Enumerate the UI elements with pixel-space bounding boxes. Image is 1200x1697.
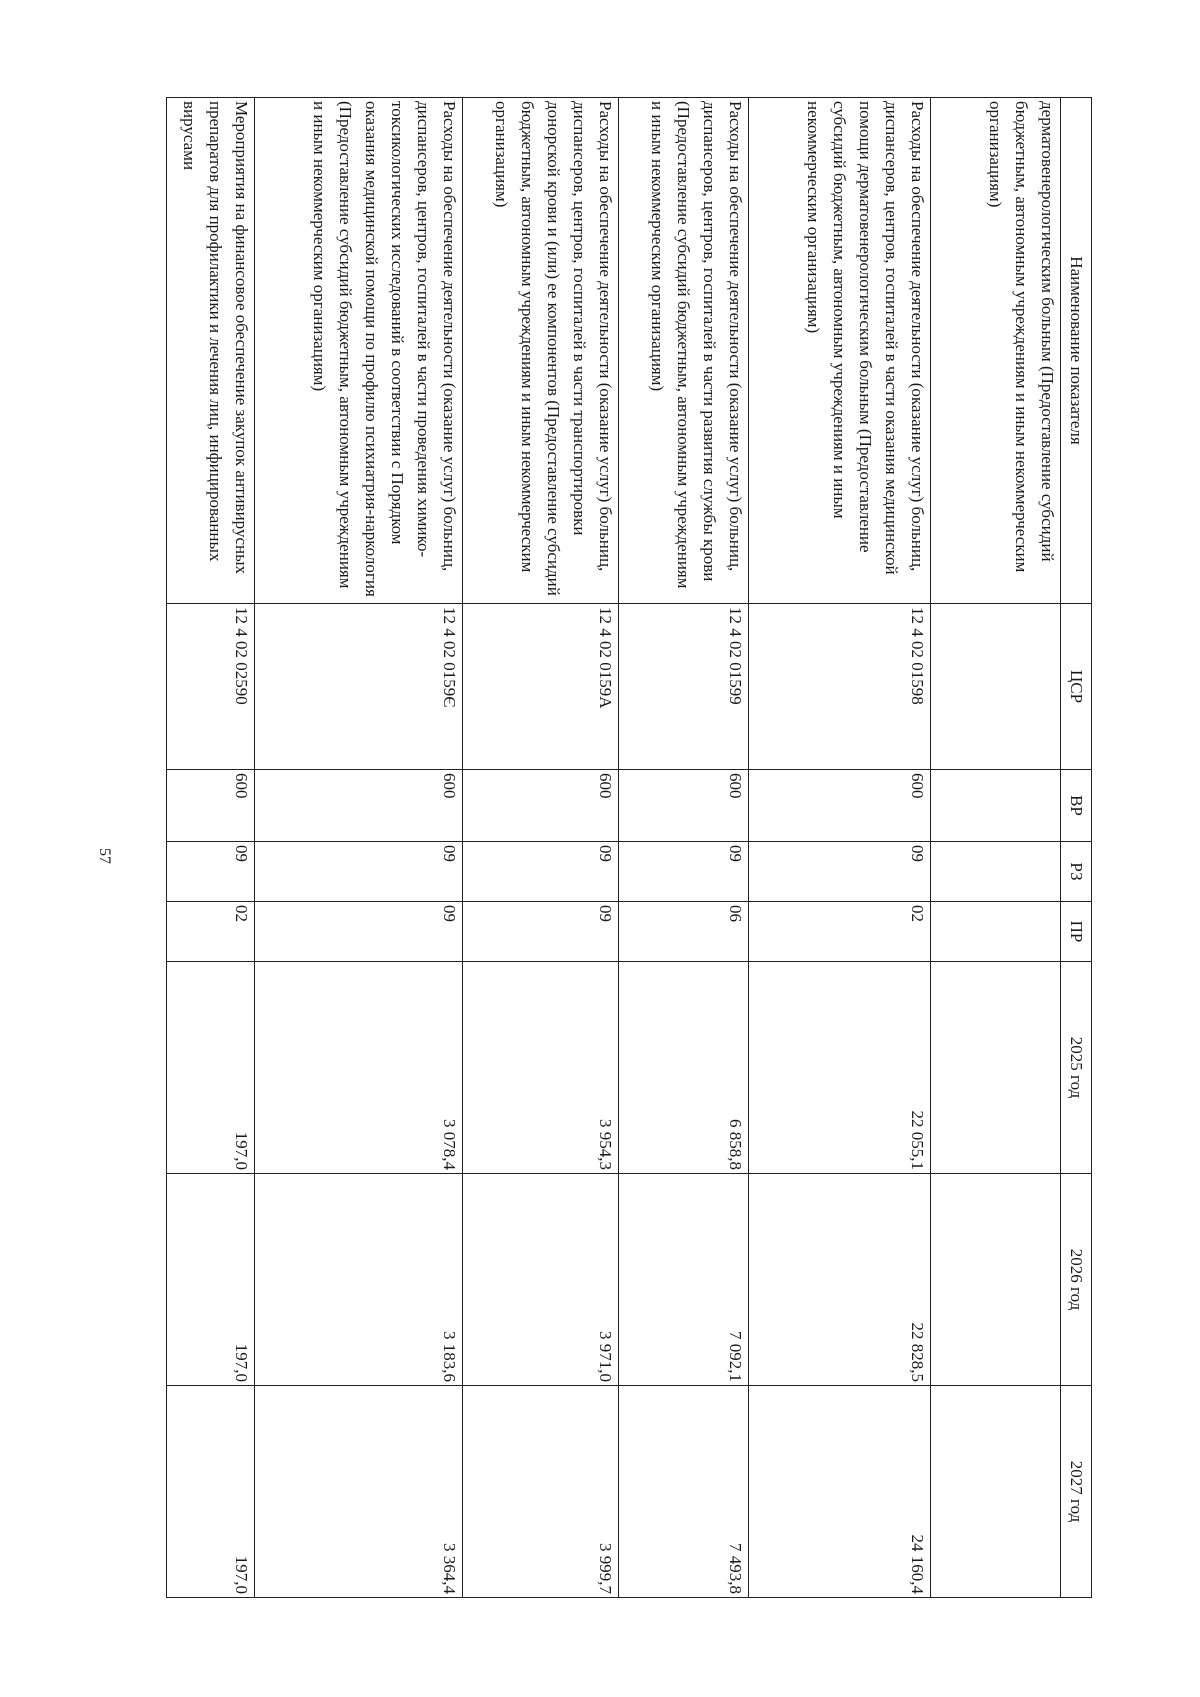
row-name: Расходы на обеспечение деятельности (оказание услуг) больниц, диспансеров, центров, госпиталей в части оказания медицинской помощи дерматовенерологическим больным (Предоставление субсидий бюджетным, автономным учреждениям и иным некоммерческим организациям) (749, 98, 931, 604)
row-csr: 12 4 02 0159А (463, 604, 619, 770)
row-csr: 12 4 02 01598 (749, 604, 931, 770)
table-row (463, 98, 619, 1598)
row-2027: 24 160,4 (749, 1386, 931, 1598)
row-vr: 600 (749, 770, 931, 842)
table-header-row (1061, 98, 1092, 1598)
row-rz (931, 842, 1061, 902)
header-vr: ВР (1061, 770, 1092, 842)
row-rz: 09 (167, 842, 255, 902)
header-csr: ЦСР (1061, 604, 1092, 770)
row-2025: 22 055,1 (749, 962, 931, 1174)
budget-table (166, 97, 1092, 1598)
row-vr: 600 (255, 770, 463, 842)
row-name: Расходы на обеспечение деятельности (оказание услуг) больниц, диспансеров, центров, госпиталей в части развития службы крови (Предоставление субсидий бюджетным, автономным учреждениям и иным некоммерческим организациям) (619, 98, 749, 604)
row-pr: 06 (619, 902, 749, 962)
header-rz: РЗ (1061, 842, 1092, 902)
page-number: 57 (96, 848, 113, 864)
row-csr (931, 604, 1061, 770)
row-rz: 09 (619, 842, 749, 902)
table-row (619, 98, 749, 1598)
row-2027: 3 999,7 (463, 1386, 619, 1598)
row-csr: 12 4 02 0159Є (255, 604, 463, 770)
table-row (749, 98, 931, 1598)
row-2027: 3 364,4 (255, 1386, 463, 1598)
row-2026: 197,0 (167, 1174, 255, 1386)
row-2026: 3 971,0 (463, 1174, 619, 1386)
row-2025: 197,0 (167, 962, 255, 1174)
row-2026: 7 092,1 (619, 1174, 749, 1386)
header-2025: 2025 год (1061, 962, 1092, 1174)
row-rz: 09 (463, 842, 619, 902)
row-2025: 3 078,4 (255, 962, 463, 1174)
row-vr (931, 770, 1061, 842)
row-2025: 3 954,3 (463, 962, 619, 1174)
header-2027: 2027 год (1061, 1386, 1092, 1598)
row-pr: 09 (463, 902, 619, 962)
row-2027: 7 493,8 (619, 1386, 749, 1598)
table-row (255, 98, 463, 1598)
row-csr: 12 4 02 02590 (167, 604, 255, 770)
row-name: Расходы на обеспечение деятельности (оказание услуг) больниц, диспансеров, центров, госпиталей в части проведения химико-токсикологических исследований в соответствии с Порядком оказания медицинской помощи по профилю психиатрия-наркология (Предоставление субсидий бюджетным, автономным учреждениям и иным некоммерческим организациям) (255, 98, 463, 604)
row-2026: 3 183,6 (255, 1174, 463, 1386)
table-row (931, 98, 1061, 1598)
rotated-page-content (167, 97, 1092, 1597)
row-name: дерматовенерологическим больным (Предоставление субсидий бюджетным, автономным учреждениям и иным некоммерческим организациям) (931, 98, 1061, 604)
row-name: Мероприятия на финансовое обеспечение закупок антивирусных препаратов для профилактики и лечения лиц, инфицированных вирусами (167, 98, 255, 604)
row-2027 (931, 1386, 1061, 1598)
row-vr: 600 (167, 770, 255, 842)
row-csr: 12 4 02 01599 (619, 604, 749, 770)
row-2025: 6 858,8 (619, 962, 749, 1174)
row-pr: 09 (255, 902, 463, 962)
row-pr: 02 (167, 902, 255, 962)
row-2027: 197,0 (167, 1386, 255, 1598)
row-2025 (931, 962, 1061, 1174)
row-name: Расходы на обеспечение деятельности (оказание услуг) больниц, диспансеров, центров, госпиталей в части транспортировки донорской крови и (или) ее компонентов (Предоставление субсидий бюджетным, автономным учреждениям и иным некоммерческим организациям) (463, 98, 619, 604)
header-2026: 2026 год (1061, 1174, 1092, 1386)
header-name: Наименование показателя (1061, 98, 1092, 604)
row-vr: 600 (619, 770, 749, 842)
table-row (167, 98, 255, 1598)
row-pr (931, 902, 1061, 962)
row-rz: 09 (255, 842, 463, 902)
row-2026 (931, 1174, 1061, 1386)
header-pr: ПР (1061, 902, 1092, 962)
row-vr: 600 (463, 770, 619, 842)
row-rz: 09 (749, 842, 931, 902)
row-2026: 22 828,5 (749, 1174, 931, 1386)
row-pr: 02 (749, 902, 931, 962)
